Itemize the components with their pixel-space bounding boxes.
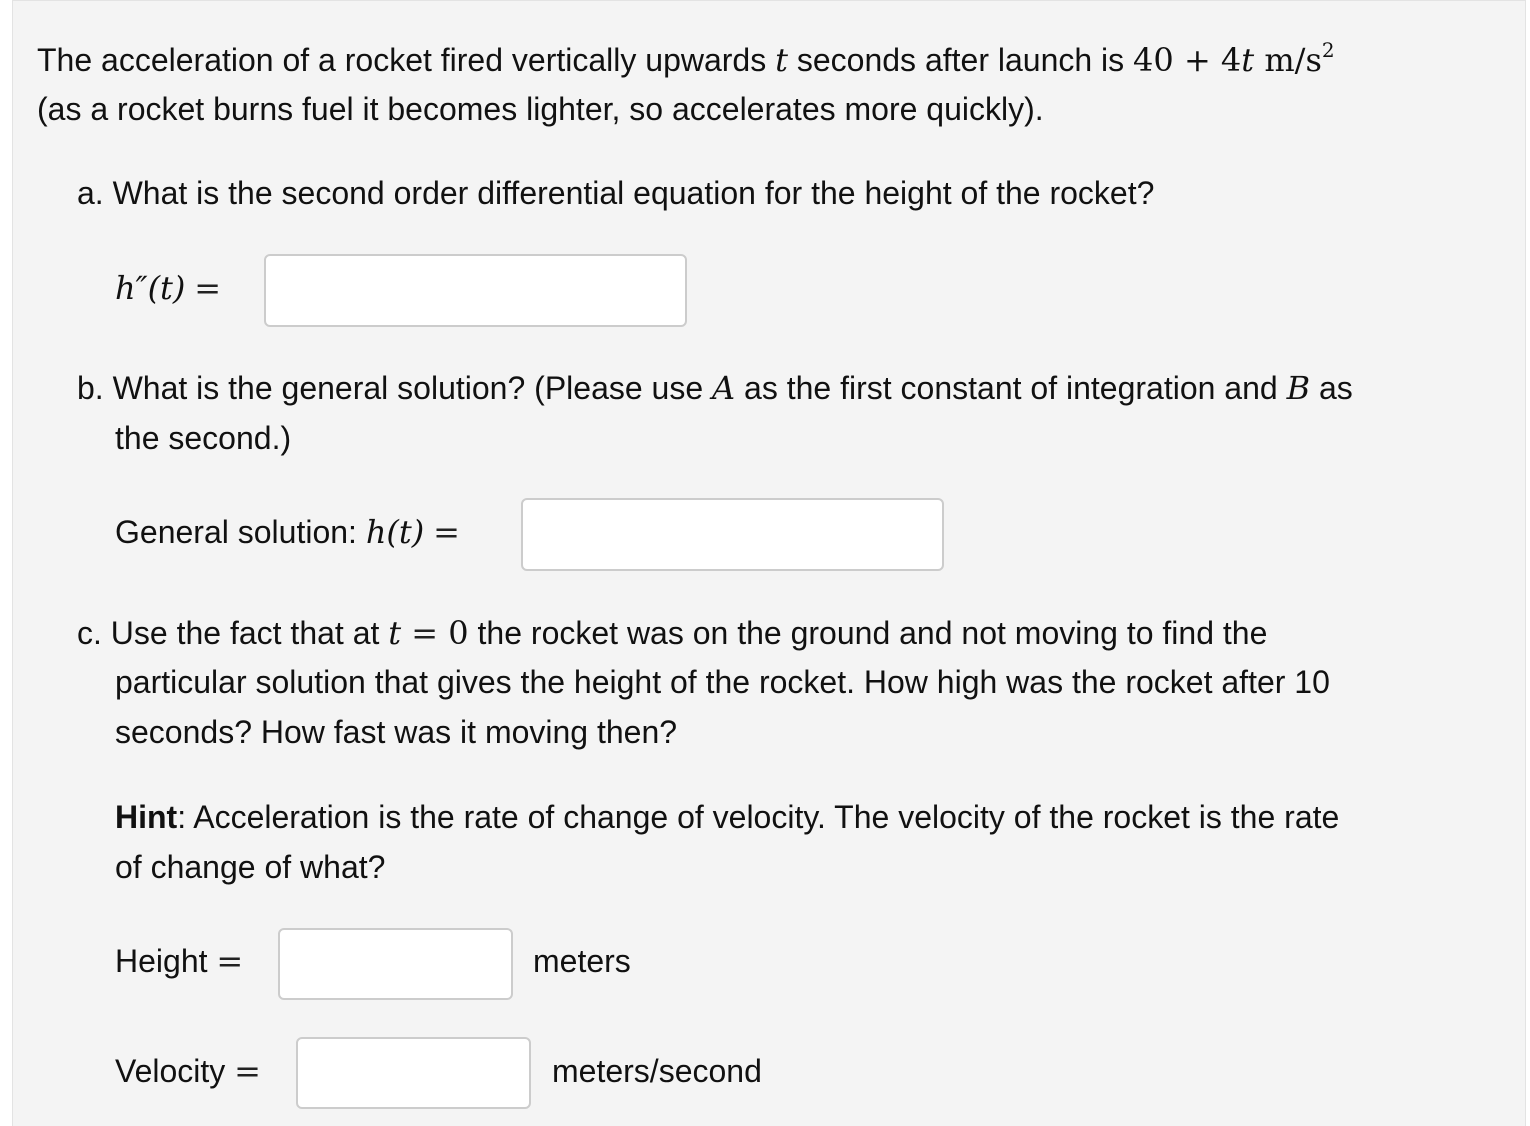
height-label <box>115 941 243 981</box>
part-c-var-t: t <box>388 614 402 652</box>
part-b-const-b: B <box>1286 369 1311 407</box>
intro-line-1 <box>37 40 1335 80</box>
intro-line-2: (as a rocket burns fuel it becomes lighter, so accelerates more quickly). <box>37 91 1044 127</box>
velocity-label <box>115 1051 261 1091</box>
intro-unit: m/s <box>1254 41 1322 79</box>
part-c-question-line-1 <box>77 613 1267 653</box>
part-c-text-post: the rocket was on the ground and not moving to find the <box>468 615 1268 651</box>
intro-unit-exponent: 2 <box>1321 38 1335 62</box>
height-label-text: Height <box>115 943 217 979</box>
part-b-answer-input[interactable] <box>521 498 944 571</box>
part-c-question-line-2: particular solution that gives the height of the rocket. How high was the rocket after 10 <box>115 664 1330 700</box>
height-unit: meters <box>533 943 631 979</box>
part-a-math: h″(t) <box>115 269 186 307</box>
part-c-text: c. Use the fact that at <box>77 615 389 651</box>
part-b-const-a: A <box>712 369 736 407</box>
part-a-equals: = <box>194 269 222 307</box>
part-b-equals: = <box>433 513 460 551</box>
part-a-question: a. What is the second order differential equation for the height of the rocket? <box>77 175 1155 211</box>
height-equals: = <box>216 942 244 980</box>
part-c-question-line-3: seconds? How fast was it moving then? <box>115 714 678 750</box>
part-a-label <box>115 268 221 308</box>
part-b-math: h(t) <box>365 513 425 551</box>
intro-text-mid: seconds after launch is <box>787 42 1134 78</box>
part-b-question-line-2: the second.) <box>115 420 292 456</box>
part-c-equals: = <box>401 614 449 652</box>
part-b-label-text: General solution: <box>115 514 366 550</box>
velocity-label-text: Velocity <box>115 1053 235 1089</box>
part-a-answer-input[interactable] <box>264 254 687 327</box>
intro-expr: 40 + 4 <box>1133 41 1242 79</box>
intro-var-t: t <box>775 41 788 79</box>
hint-line-2: of change of what? <box>115 849 386 885</box>
intro-text: The acceleration of a rocket fired vertically upwards <box>37 42 776 78</box>
part-b-label <box>115 512 460 552</box>
intro-expr-var: t <box>1241 41 1255 79</box>
part-b-text-post: as <box>1310 370 1353 406</box>
part-b-question-line-1 <box>77 368 1353 408</box>
part-b-text: b. What is the general solution? (Please use <box>77 370 713 406</box>
velocity-equals: = <box>234 1052 261 1090</box>
hint-label: Hint <box>115 799 178 835</box>
hint-text: : Acceleration is the rate of change of velocity. The velocity of the rocket is the rate <box>177 799 1340 835</box>
velocity-unit: meters/second <box>552 1053 762 1089</box>
height-answer-input[interactable] <box>278 928 513 1000</box>
velocity-answer-input[interactable] <box>296 1037 531 1109</box>
part-c-zero: 0 <box>448 614 469 652</box>
part-b-text-mid: as the first constant of integration and <box>735 370 1287 406</box>
hint-line-1 <box>115 797 1339 837</box>
